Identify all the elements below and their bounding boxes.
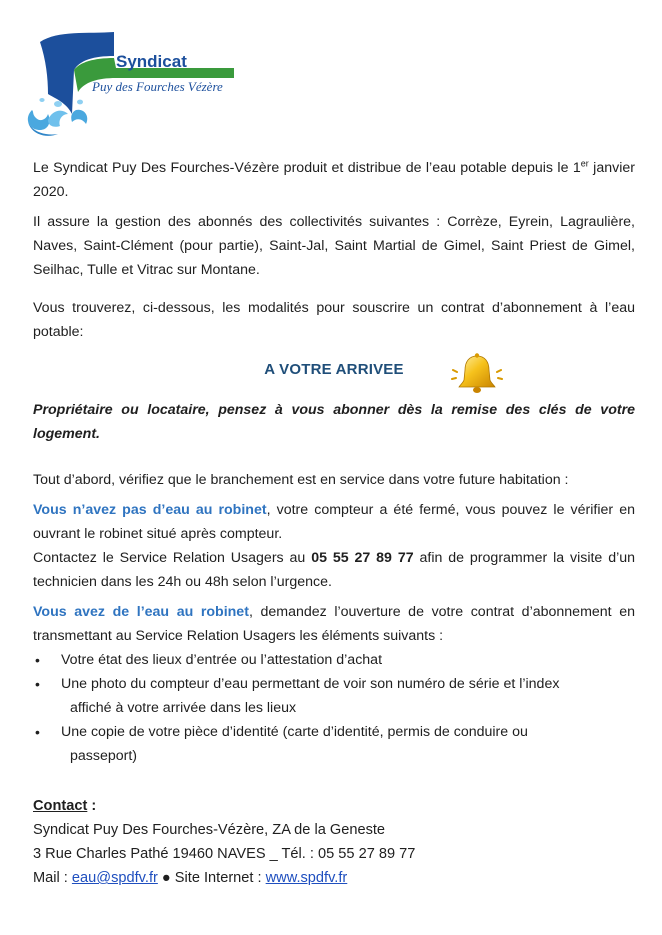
document-body [33, 156, 635, 890]
no-water-label: Vous n’avez pas d’eau au robinet [33, 502, 267, 518]
list-item: • Une photo du compteur d’eau permettant de voir son numéro de série et l’index affiché à votre arrivée dans les lieux [33, 672, 635, 720]
bullet-icon: • [35, 676, 40, 692]
emphasis-paragraph: Propriétaire ou locataire, pensez à vous abonner dès la remise des clés de votre logement. [33, 402, 635, 442]
superscript-er: er [580, 158, 589, 169]
contact-address-line: Syndicat Puy Des Fourches-Vézère, ZA de la Geneste [33, 822, 386, 838]
section-heading-row [33, 352, 635, 392]
no-water-paragraph: Vous n’avez pas d’eau au robinet, votre compteur a été fermé, vous pouvez le vérifier en ouvrant le robinet situé après compteur. [33, 502, 635, 542]
email-link[interactable]: eau@spdfv.fr [71, 870, 158, 886]
documents-list [33, 648, 635, 768]
logo-subtitle: Puy des Fourches Vézère [92, 79, 223, 94]
contact-phone-line: 3 Rue Charles Pathé 19460 NAVES _ Tél. : 05 55 27 89 77 [33, 846, 416, 862]
contact-service-paragraph: Contactez le Service Relation Usagers au 05 55 27 89 77 afin de programmer la visite d’un technicien dans les 24h ou 48h selon l’urgence. [33, 550, 636, 590]
water-paragraph: Vous avez de l’eau au robinet, demandez l’ouverture de votre contrat d’abonnement en transmettant au Service Relation Usagers les éléments suivants : [33, 604, 635, 644]
bullet-icon: • [35, 724, 40, 740]
bullet-icon: • [35, 652, 40, 668]
intro-paragraph-1: Le Syndicat Puy Des Fourches-Vézère produit et distribue de l’eau potable depuis le 1er janvier 2020. [33, 158, 635, 200]
section-heading: A VOTRE ARRIVEE [264, 361, 404, 378]
intro-paragraph-2: Il assure la gestion des abonnés des collectivités suivantes : Corrèze, Eyrein, Lagraulière, Naves, Saint-Clément (pour partie), Saint-Jal, Saint Martial de Gimel, Saint Priest de Gimel, Seilhac, Tulle et Vitrac sur Montane. [33, 214, 635, 278]
website-link[interactable]: www.spdfv.fr [265, 870, 348, 886]
water-label: Vous avez de l’eau au robinet [33, 604, 249, 620]
contact-links-line: Mail : eau@spdfv.fr ● Site Internet : www.spdfv.fr [33, 870, 348, 886]
check-paragraph: Tout d’abord, vérifiez que le branchement est en service dans votre future habitation : [33, 472, 569, 488]
list-item: • Une copie de votre pièce d’identité (carte d’identité, permis de conduire ou passeport) [33, 720, 635, 768]
contact-block [33, 794, 635, 890]
syndicat-logo [18, 22, 240, 138]
list-item: • Votre état des lieux d’entrée ou l’attestation d’achat [33, 648, 635, 672]
contact-heading: Contact : [33, 798, 97, 814]
bell-icon [451, 352, 503, 396]
logo-title: Syndicat [116, 52, 187, 71]
service-phone: 05 55 27 89 77 [311, 550, 414, 566]
intro-paragraph-3: Vous trouverez, ci-dessous, les modalités pour souscrire un contrat d’abonnement à l’eau potable: [33, 300, 635, 340]
